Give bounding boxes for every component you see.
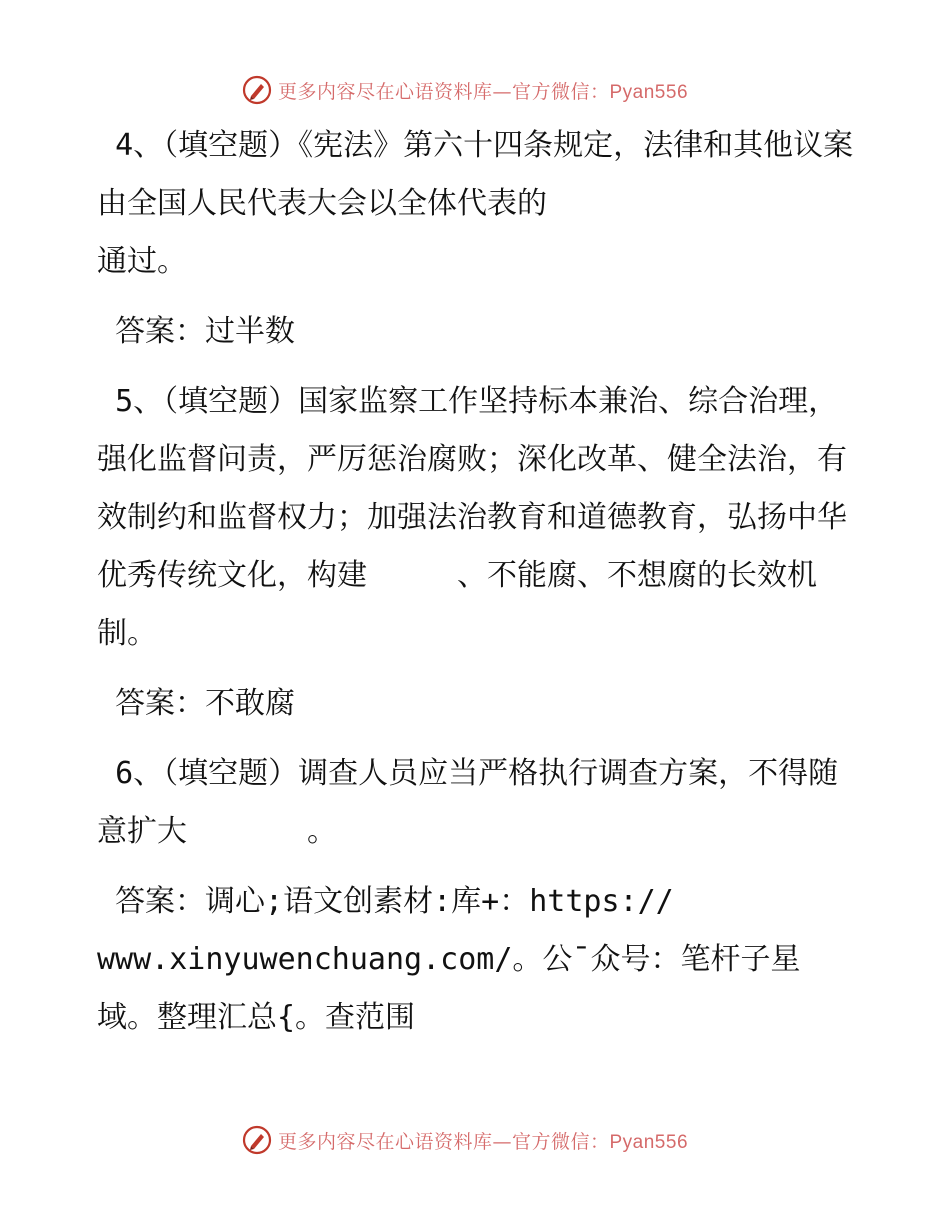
answer-text: 答案：不敢腐 xyxy=(97,686,296,721)
header-banner xyxy=(0,70,950,110)
header-banner-text: 更多内容尽在心语资料库—官方微信：Pyan556 xyxy=(277,80,689,103)
footer-banner-text: 更多内容尽在心语资料库—官方微信：Pyan556 xyxy=(277,1130,689,1153)
question-block-6 xyxy=(97,745,857,1047)
question-text: 4、（填空题）《宪法》第六十四条规定，法律和其他议案由全国人民代表大会以全体代表的 通过。 xyxy=(97,128,854,279)
footer-banner xyxy=(0,1120,950,1160)
pen-logo-icon xyxy=(242,1125,272,1155)
pen-logo-icon xyxy=(242,75,272,105)
answer-text: 答案：过半数 xyxy=(97,314,296,349)
question-text: 6、（填空题）调查人员应当严格执行调查方案，不得随意扩大 。 xyxy=(97,756,839,849)
document-body xyxy=(97,117,857,1059)
question-block-4 xyxy=(97,117,857,361)
question-text: 5、（填空题）国家监察工作坚持标本兼治、综合治理，强化监督问责，严厉惩治腐败；深化改革、健全法治，有效制约和监督权力；加强法治教育和道德教育，弘扬中华优秀传统文化，构建 、不能腐、不想腐的长效机制。 xyxy=(97,384,847,651)
question-block-5 xyxy=(97,373,857,733)
answer-text: 答案：调心;语文创素材:库+：https:// www.xinyuwenchuang.com/。公¯众号：笔杆子星域。整理汇总{。查范围 xyxy=(97,884,801,1035)
